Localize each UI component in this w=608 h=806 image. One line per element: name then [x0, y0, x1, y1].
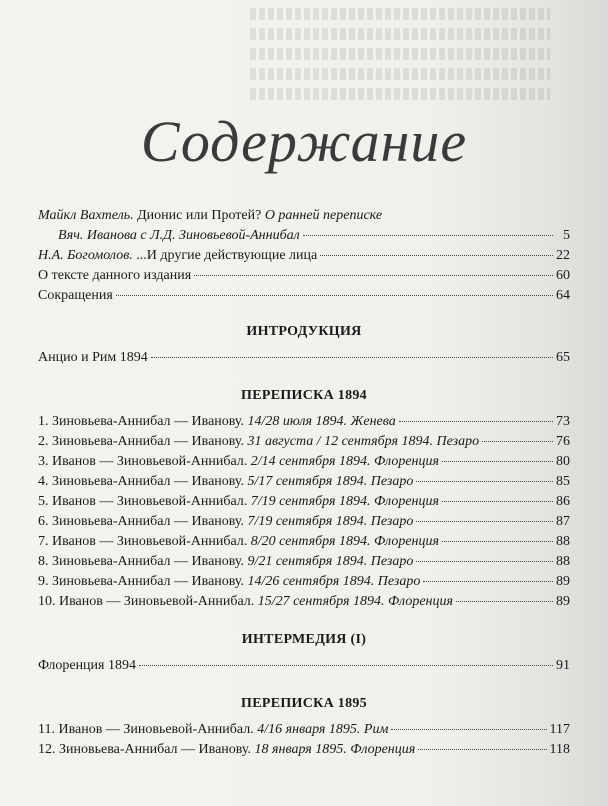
toc-entry [38, 552, 570, 572]
entry-page: 91 [556, 658, 570, 673]
entry-page: 89 [556, 594, 570, 609]
toc-entry-front-4 [38, 286, 570, 306]
toc-entry [38, 740, 570, 760]
entry-page: 22 [556, 248, 570, 263]
entry-date: 15/27 сентября 1894. Флоренция [257, 594, 453, 609]
entry-date: 7/19 сентября 1894. Пезаро [247, 514, 414, 529]
toc-entry [38, 348, 570, 368]
toc-entry [38, 412, 570, 432]
section-heading: ИНТЕРМЕДИЯ (I) [241, 632, 367, 647]
leader-dots [194, 275, 553, 276]
entry-text: 11. Иванов — Зиновьевой-Аннибал. [38, 722, 258, 737]
leader-dots [418, 749, 546, 750]
page-title: Содержание [140, 109, 468, 174]
entry-page: 5 [563, 228, 570, 243]
entry-text: 3. Иванов — Зиновьевой-Аннибал. [38, 454, 251, 469]
entry-text: 4. Зиновьева-Аннибал — Иванову. [38, 474, 248, 489]
entry-text: 10. Иванов — Зиновьевой-Аннибал. [38, 594, 258, 609]
leader-dots [116, 295, 553, 296]
table-of-contents [38, 206, 570, 760]
toc-entry [38, 512, 570, 532]
toc-entry [38, 472, 570, 492]
leader-dots [151, 357, 553, 358]
leader-dots [442, 541, 553, 542]
entry-text: 2. Зиновьева-Аннибал — Иванову. [38, 434, 248, 449]
leader-dots [416, 481, 553, 482]
toc-entry-front-2 [38, 246, 570, 266]
leader-dots [320, 255, 553, 256]
entry-date: 14/26 сентября 1894. Пезаро [247, 574, 421, 589]
entry-text: Дионис или Протей? [133, 208, 265, 223]
toc-entry-front-1-line2 [38, 226, 570, 246]
entry-author: Майкл Вахтель. [38, 208, 134, 223]
entry-text: 1. Зиновьева-Аннибал — Иванову. [38, 414, 248, 429]
entry-date: 2/14 сентября 1894. Флоренция [250, 454, 439, 469]
entry-text: Сокращения [38, 288, 113, 303]
leader-dots [423, 581, 553, 582]
toc-entry-front-3 [38, 266, 570, 286]
leader-dots [482, 441, 553, 442]
entry-text: 8. Зиновьева-Аннибал — Иванову. [38, 554, 248, 569]
entry-page: 87 [556, 514, 570, 529]
entry-text: 9. Зиновьева-Аннибал — Иванову. [38, 574, 248, 589]
entry-text: Флоренция 1894 [38, 658, 136, 673]
toc-entry [38, 720, 570, 740]
toc-entry [38, 452, 570, 472]
entry-date: 5/17 сентября 1894. Пезаро [247, 474, 414, 489]
entry-text: 6. Зиновьева-Аннибал — Иванову. [38, 514, 248, 529]
entry-date: 4/16 января 1895. Рим [257, 722, 389, 737]
entry-subtitle-cont: Вяч. Иванова с Л.Д. Зиновьевой-Аннибал [58, 228, 300, 243]
entry-date: 14/28 июля 1894. Женева [247, 414, 396, 429]
entry-text: 12. Зиновьева-Аннибал — Иванову. [38, 742, 255, 757]
entry-page: 118 [549, 742, 570, 757]
toc-entry [38, 572, 570, 592]
leader-dots [416, 521, 553, 522]
entry-page: 88 [556, 554, 570, 569]
entry-page: 80 [556, 454, 570, 469]
leader-dots [442, 501, 553, 502]
entry-text: О тексте данного издания [38, 268, 192, 283]
entry-page: 89 [556, 574, 570, 589]
entry-page: 86 [556, 494, 570, 509]
entry-page: 73 [556, 414, 570, 429]
toc-entry [38, 432, 570, 452]
entry-text: 5. Иванов — Зиновьевой-Аннибал. [38, 494, 251, 509]
entry-date: 8/20 сентября 1894. Флоренция [250, 534, 439, 549]
toc-entry [38, 592, 570, 612]
toc-entry [38, 656, 570, 676]
bleed-through-text [250, 0, 550, 110]
entry-page: 65 [556, 350, 570, 365]
leader-dots [139, 665, 553, 666]
entry-page: 85 [556, 474, 570, 489]
section-heading: ПЕРЕПИСКА 1895 [241, 696, 367, 711]
entry-text: ...И другие действующие лица [132, 248, 318, 263]
entry-date: 18 января 1895. Флоренция [254, 742, 416, 757]
leader-dots [456, 601, 553, 602]
entry-page: 117 [549, 722, 570, 737]
entry-text: 7. Иванов — Зиновьевой-Аннибал. [38, 534, 251, 549]
entry-subtitle: О ранней переписке [264, 208, 383, 223]
leader-dots [399, 421, 553, 422]
entry-text: Анцио и Рим 1894 [38, 350, 148, 365]
entry-page: 76 [556, 434, 570, 449]
entry-date: 9/21 сентября 1894. Пезаро [247, 554, 414, 569]
entry-page: 60 [556, 268, 570, 283]
entry-page: 88 [556, 534, 570, 549]
toc-entry-front-1-line1 [38, 206, 570, 226]
entry-date: 7/19 сентября 1894. Флоренция [250, 494, 439, 509]
toc-entry [38, 492, 570, 512]
entry-page: 64 [556, 288, 570, 303]
section-heading: ПЕРЕПИСКА 1894 [241, 388, 367, 403]
leader-dots [303, 235, 553, 236]
section-heading: ИНТРОДУКЦИЯ [246, 324, 362, 339]
leader-dots [416, 561, 553, 562]
entry-date: 31 августа / 12 сентября 1894. Пезаро [247, 434, 480, 449]
entry-author: Н.А. Богомолов. [38, 248, 133, 263]
leader-dots [442, 461, 553, 462]
leader-dots [391, 729, 546, 730]
toc-entry [38, 532, 570, 552]
